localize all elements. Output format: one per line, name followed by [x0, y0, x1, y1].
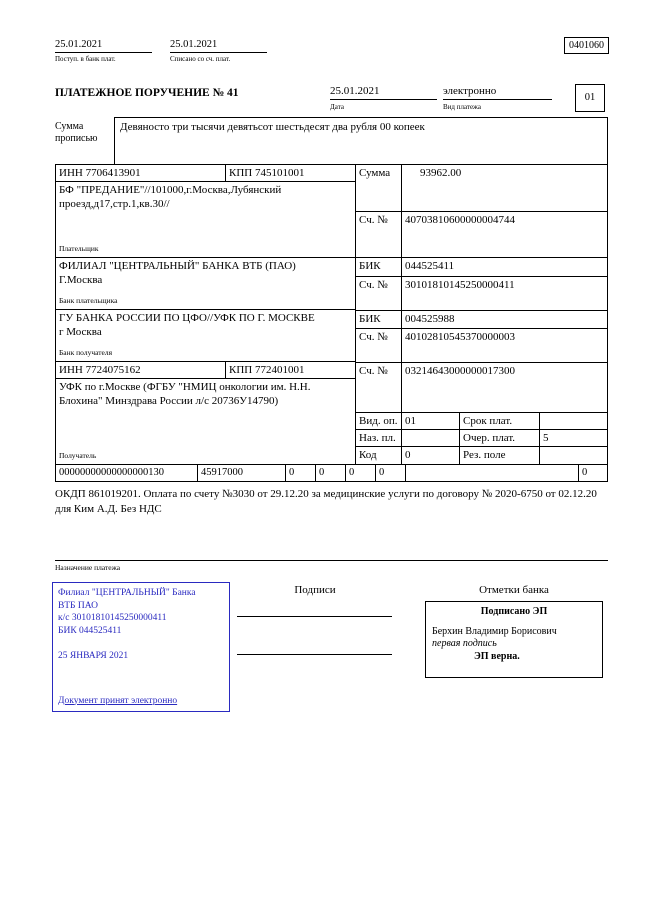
budget-code-cell — [406, 464, 579, 481]
budget-code-cell: 0 — [582, 467, 588, 478]
beneficiary-section-label: Получатель — [59, 451, 97, 460]
beneficiary-bank-bik-value: 004525988 — [405, 313, 455, 325]
budget-code-cell: 00000000000000000130 — [56, 464, 198, 481]
bank-stamp — [52, 582, 230, 712]
beneficiary-account-label: Сч. № — [356, 363, 402, 412]
budget-code-cell: 0 — [316, 464, 346, 481]
vid-op-row — [356, 413, 607, 430]
beneficiary-bank-section-label: Банк получателя — [59, 348, 113, 357]
beneficiary-account-value: 03214643000000017300 — [405, 365, 515, 377]
amount-in-words-label — [55, 121, 98, 145]
payer-bank-account-row — [356, 277, 607, 311]
payer-kpp: КПП 745101001 — [229, 167, 305, 179]
payment-purpose-label: Назначение платежа — [55, 560, 608, 572]
srok-plat-value — [540, 413, 607, 429]
rez-pole-label: Рез. поле — [460, 447, 540, 464]
beneficiary-inn: ИНН 7724075162 — [56, 362, 226, 378]
budget-code-cell: 0 — [286, 464, 316, 481]
beneficiary-bank-account-row — [356, 329, 607, 363]
payment-table-left-column — [56, 165, 356, 464]
beneficiary-name-line1: УФК по г.Москве (ФГБУ "НМИЦ онкологии им. Н.Н. — [59, 381, 311, 393]
payer-bank-name-line1: ФИЛИАЛ "ЦЕНТРАЛЬНЫЙ" БАНКА ВТБ (ПАО) — [59, 260, 296, 272]
payer-bank-bik-value: 044525411 — [405, 260, 455, 272]
stamp-corr-account: к/с 30101810145250000411 — [58, 613, 167, 623]
vid-op-label: Вид. оп. — [356, 413, 402, 429]
stamp-bank-name-line2: ВТБ ПАО — [58, 600, 98, 611]
esign-verified-text: ЭП верна. — [474, 650, 520, 662]
beneficiary-bank-bik-row — [356, 311, 607, 329]
beneficiary-cell — [56, 379, 355, 464]
payment-type-label: Вид платежа — [443, 103, 482, 111]
budget-codes-row — [55, 464, 608, 482]
status-code-box: 01 — [575, 84, 605, 112]
payer-bank-bik-row — [356, 258, 607, 277]
srok-plat-label: Срок плат. — [460, 413, 540, 429]
signature-line-1 — [237, 616, 392, 617]
date-debited-label: Списано со сч. плат. — [170, 55, 231, 63]
ocher-plat-value: 5 — [543, 432, 549, 444]
beneficiary-bank-bik-label: БИК — [356, 311, 402, 328]
payment-table — [55, 164, 608, 465]
date-received-block — [55, 39, 152, 63]
beneficiary-bank-name-line2: г Москва — [59, 326, 102, 338]
beneficiary-bank-name-line1: ГУ БАНКА РОССИИ ПО ЦФО//УФК ПО Г. МОСКВЕ — [59, 312, 315, 324]
ocher-plat-label: Очер. плат. — [460, 430, 540, 446]
form-code-box: 0401060 — [564, 37, 609, 54]
payer-bank-bik-label: БИК — [356, 258, 402, 276]
beneficiary-bank-cell — [56, 310, 355, 362]
naz-pl-row — [356, 430, 607, 447]
amount-label: Сумма — [356, 165, 402, 211]
naz-pl-value — [402, 430, 460, 446]
payer-section-label: Плательщик — [59, 244, 99, 253]
payer-name-line2: проезд,д17,стр.1,кв.30// — [59, 198, 170, 210]
document-date-label: Дата — [330, 103, 344, 111]
beneficiary-bank-account-label: Сч. № — [356, 329, 402, 362]
amount-value: 93962.00 — [420, 167, 462, 179]
payer-name-line1: БФ "ПРЕДАНИЕ"//101000,г.Москва,Лубянский — [59, 184, 282, 196]
payer-bank-cell — [56, 258, 355, 310]
stamp-status: Документ принят электронно — [58, 695, 178, 706]
date-received-label: Поступ. в банк плат. — [55, 55, 116, 63]
stamp-bik: БИК 044525411 — [58, 625, 122, 636]
esign-box — [425, 601, 603, 678]
beneficiary-bank-account-value: 40102810545370000003 — [405, 331, 515, 343]
payer-inn-kpp-row — [56, 165, 355, 182]
beneficiary-name-line2: Блохина" Минздрава России л/с 20736У14790) — [59, 395, 279, 407]
stamp-date: 25 ЯНВАРЯ 2021 — [58, 651, 129, 661]
amount-row — [356, 165, 607, 212]
payer-account-label: Сч. № — [356, 212, 402, 257]
beneficiary-account-row — [356, 363, 607, 413]
amount-in-words-label-line1: Сумма — [55, 121, 84, 132]
date-debited-block — [170, 39, 267, 63]
page-title: ПЛАТЕЖНОЕ ПОРУЧЕНИЕ № 41 — [55, 87, 239, 99]
esign-signer-name: Берхин Владимир Борисович — [432, 625, 557, 637]
budget-code-cell: 0 — [376, 464, 406, 481]
payment-table-right-column — [356, 165, 607, 464]
payer-bank-name-line2: Г.Москва — [59, 274, 103, 286]
signatures-label: Подписи — [294, 584, 336, 596]
date-debited-value: 25.01.2021 — [170, 39, 267, 53]
signature-line-2 — [237, 654, 392, 655]
date-received-value: 25.01.2021 — [55, 39, 152, 53]
stamp-bank-name-line1: Филиал "ЦЕНТРАЛЬНЫЙ" Банка — [58, 588, 196, 598]
beneficiary-kpp: КПП 772401001 — [229, 364, 305, 376]
amount-in-words-value: Девяносто три тысячи девятьсот шестьдесят два рубля 00 копеек — [114, 117, 608, 164]
vid-op-value: 01 — [402, 413, 460, 429]
payer-inn: ИНН 7706413901 — [56, 165, 226, 181]
naz-pl-label: Наз. пл. — [356, 430, 402, 446]
budget-code-cell: 45917000 — [198, 464, 286, 481]
kod-value: 0 — [402, 447, 460, 464]
esign-signer-role: первая подпись — [432, 638, 497, 649]
payer-cell — [56, 182, 355, 258]
payer-bank-account-label: Сч. № — [356, 277, 402, 310]
payer-bank-section-label: Банк плательщика — [59, 296, 118, 305]
esign-title: Подписано ЭП — [480, 606, 548, 617]
amount-in-words-label-line2: прописью — [55, 133, 98, 144]
kod-label: Код — [356, 447, 402, 464]
payment-purpose-text: ОКДП 861019201. Оплата по счету №3030 от 29.12.20 за медицинские услуги по договору № 2020-6750 от 02.12.20 для Ким А.Д. Без НДС — [55, 488, 597, 515]
payment-type-value: электронно — [443, 85, 552, 100]
payer-bank-account-value: 30101810145250000411 — [405, 279, 515, 291]
payer-account-row — [356, 212, 607, 258]
payer-account-value: 40703810600000004744 — [405, 214, 515, 226]
budget-code-cell: 0 — [346, 464, 376, 481]
rez-pole-value — [540, 447, 607, 464]
kod-row — [356, 447, 607, 464]
beneficiary-inn-kpp-row — [56, 362, 355, 379]
document-date-value: 25.01.2021 — [330, 85, 437, 100]
bank-marks-label: Отметки банка — [479, 584, 549, 596]
